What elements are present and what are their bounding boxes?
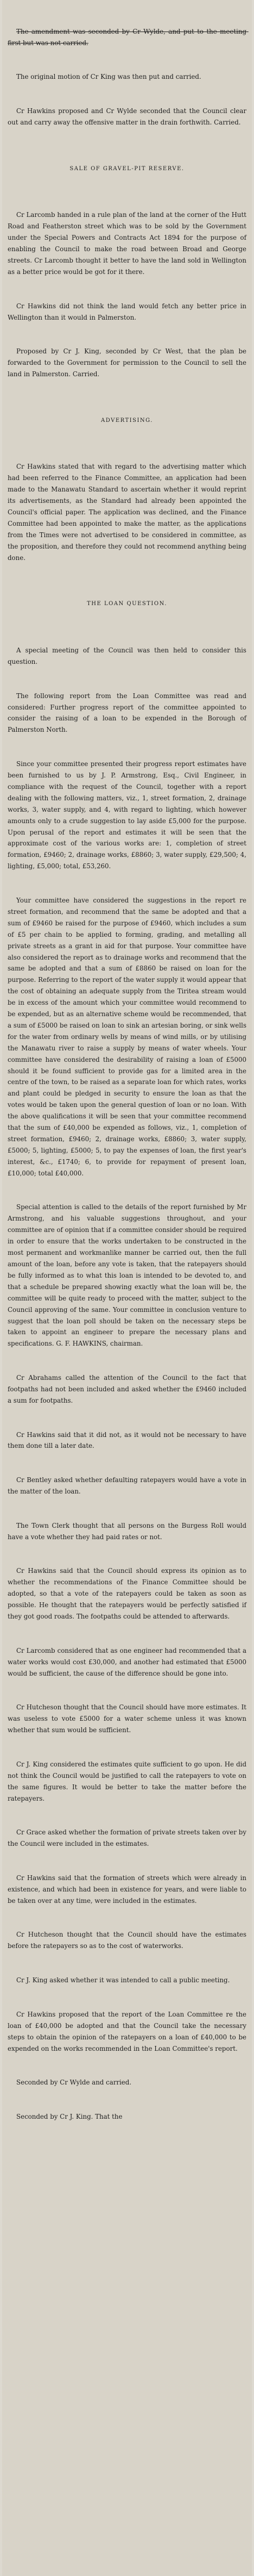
paragraph: Cr Abrahams called the attention of the Council to the fact that footpaths had not been included and asked whether the £9460 included a sum for footpaths. xyxy=(8,1374,249,1404)
paragraph: Cr Larcomb considered that as one engineer had recommended that a water works would cost £30,000, and another had estimated that £5000 would be sufficient, the cause of the difference should be gone into. xyxy=(8,1646,249,1677)
section-heading-loan: THE LOAN QUESTION. xyxy=(87,601,167,607)
paragraph: Your committee have considered the suggestions in the report re street formation, and recommend that the same be adopted and that a sum of £9460 be raised for the purpose of £9460, which includes a sum of £5 per chain to be applied to forming, grading, and metalling all private streets as a grant in aid for that purpose. Your committee have also considered the report as to drainage works and recommend that the same be adopted and that a sum of £8860 be raised on loan for the purpose. Referring to the report of the water supply it would appear that the cost of obtaining an adequate supply from the Tiritea stream would be in excess of the amount which your committee would recommend to be expended, but as an alternative scheme would be recommended, that a sum of £5000 be raised on loan to sink an artesian boring, or sink wells for the water from ordinary wells by means of wind mills, or by utilising the Manawatu river to raise a supply by means of water wheels. Your committee have considered the desirability of raising a loan of £5000 should it be found sufficient to provide gas for a limited area in the centre of the town, to be raised as a separate loan for which rates, works and plant could be pledged in security to ensure the loan as that the votes would be taken upon the general question of loan or no loan. With the above qualifications it will be seen that your committee recommend that the sum of £40,000 be expended as follows, viz., 1, completion of street formation, £9460; 2, drainage works, £8860; 3, water supply, £5000; 5, lighting, £5000; 5, to pay the expenses of loan, the first year's interest, &c., £1740; 6, to provide for repayment of present loan, £10,000; total £40,000. xyxy=(8,896,249,1177)
paragraph: Seconded by Cr Wylde and carried. xyxy=(16,2079,132,2087)
paragraph: Proposed by Cr J. King, seconded by Cr West, that the plan be forwarded to the Government for permission to the Council to sell the land in Palmerston. Carried. xyxy=(8,347,249,378)
paragraph: Cr J. King asked whether it was intended to call a public meeting. xyxy=(16,1976,230,1984)
paragraph: Cr Bentley asked whether defaulting ratepayers would have a vote in the matter of the loan. xyxy=(8,1476,249,1496)
newspaper-column xyxy=(2,0,252,2576)
paragraph: Cr J. King considered the estimates quite sufficient to go upon. He did not think the Council would be justified to call the ratepayers to vote on the same figures. It would be better to take the matter before the ratepayers. xyxy=(8,1760,249,1802)
article-body xyxy=(8,3,249,2145)
paragraph: Seconded by Cr J. King. That the xyxy=(16,2112,123,2120)
paragraph: Cr Larcomb handed in a rule plan of the land at the corner of the Hutt Road and Featherston street which was to be sold by the Government under the Special Powers and Contracts Act 1894 for the purpose of enabling the Council to make the road between Broad and George streets. Cr Larcomb thought it better to have the land sold in Wellington as a better price would be got for it there. xyxy=(8,211,249,276)
paragraph: Cr Hawkins did not think the land would fetch any better price in Wellington than it would in Palmerston. xyxy=(8,302,249,321)
paragraph: The Town Clerk thought that all persons on the Burgess Roll would have a vote whether they had paid rates or not. xyxy=(8,1521,249,1541)
paragraph: The original motion of Cr King was then put and carried. xyxy=(16,73,201,81)
paragraph: The following report from the Loan Committee was read and considered: Further progress report of the committee appointed to consider the raising of a loan to be expended in the Borough of Palmerston North. xyxy=(8,692,249,734)
paragraph: Cr Grace asked whether the formation of private streets taken over by the Council were included in the estimates. xyxy=(8,1828,249,1848)
section-heading-gravel-pit: SALE OF GRAVEL-PIT RESERVE. xyxy=(69,165,185,172)
paragraph: Cr Hawkins proposed that the report of the Loan Committee re the loan of £40,000 be adopted and that the Council take the necessary steps to obtain the opinion of the ratepayers on a loan of £40,000 to be expended on the works recommended in the Loan Committee's report. xyxy=(8,2010,249,2052)
section-heading-advertising: ADVERTISING. xyxy=(101,417,153,424)
paragraph: Cr Hawkins said that it did not, as it would not be necessary to have them done till a later date. xyxy=(8,1430,249,1450)
paragraph: Since your committee presented their progress report estimates have been furnished to us by J. P. Armstrong, Esq., Civil Engineer, in compliance with the request of the Council, together with a report dealing with the following matters, viz., 1, street formation, 2, drainage works, 3, water supply, and 4, with regard to lighting, which however amounts only to a crude suggestion to lay aside £5,000 for the purpose. Upon perusal of the report and estimates it will be seen that the approximate cost of the various works are: 1, completion of street formation, £9460; 2, drainage works, £8860; 3, water supply, £29,500; 4, lighting, £5,000; total, £53,260. xyxy=(8,760,249,870)
paragraph: Cr Hutcheson thought that the Council should have the estimates before the ratepayers so as to the cost of waterworks. xyxy=(8,1931,249,1950)
paragraph: A special meeting of the Council was then held to consider this question. xyxy=(8,646,249,665)
paragraph: Cr Hawkins proposed and Cr Wylde seconded that the Council clear out and carry away the offensive matter in the drain forthwith. Carried. xyxy=(8,107,249,127)
paragraph: Special attention is called to the details of the report furnished by Mr Armstrong, and his valuable suggestions throughout, and your committee are of opinion that if a committee consider should be required in order to ensure that the works undertaken to be constructed in the most permanent and workmanlike manner be carried out, then the full amount of the loan, before any vote is taken, that the ratepayers should be fully informed as to what this loan is intended to be devoted to, and that a schedule be prepared showing exactly what the loan will be, the committee will be quite ready to proceed with the matter, subject to the Council approving of the same. Your committee in conclusion venture to suggest that the loan poll should be taken on the necessary steps be taken to appoint an engineer to prepare the necessary plans and specifications. G. F. HAWKINS, chairman. xyxy=(8,1203,249,1348)
paragraph: Cr Hawkins said that the Council should express its opinion as to whether the recommendations of the Finance Committee should be adopted, so that a vote of the ratepayers could be taken as soon as possible. He thought that the ratepayers would be perfectly satisfied if they got good roads. The footpaths could be attended to afterwards. xyxy=(8,1567,249,1621)
paragraph: Cr Hawkins stated that with regard to the advertising matter which had been referred to the Finance Committee, an application had been made to the Manawatu Standard to ascertain whether it would reprint its advertisements, as the Standard had already been appointed the Council's official paper. The application was declined, and the Finance Committee had been appointed to make the matter, as the applications from the Times were not advertised to be considered in committee, as the proposition, and therefore they could not recommend anything being done. xyxy=(8,463,249,562)
paragraph: Cr Hawkins said that the formation of streets which were already in existence, and which had been in existence for years, and were liable to be taken over at any time, were included in the estimates. xyxy=(8,1874,249,1905)
paragraph: Cr Hutcheson thought that the Council should have more estimates. It was useless to vote £5000 for a water scheme unless it was known whether that sum would be sufficient. xyxy=(8,1703,249,1734)
paragraph: The amendment was seconded by Cr Wylde, and put to the meeting first but was not carried. xyxy=(8,27,249,47)
